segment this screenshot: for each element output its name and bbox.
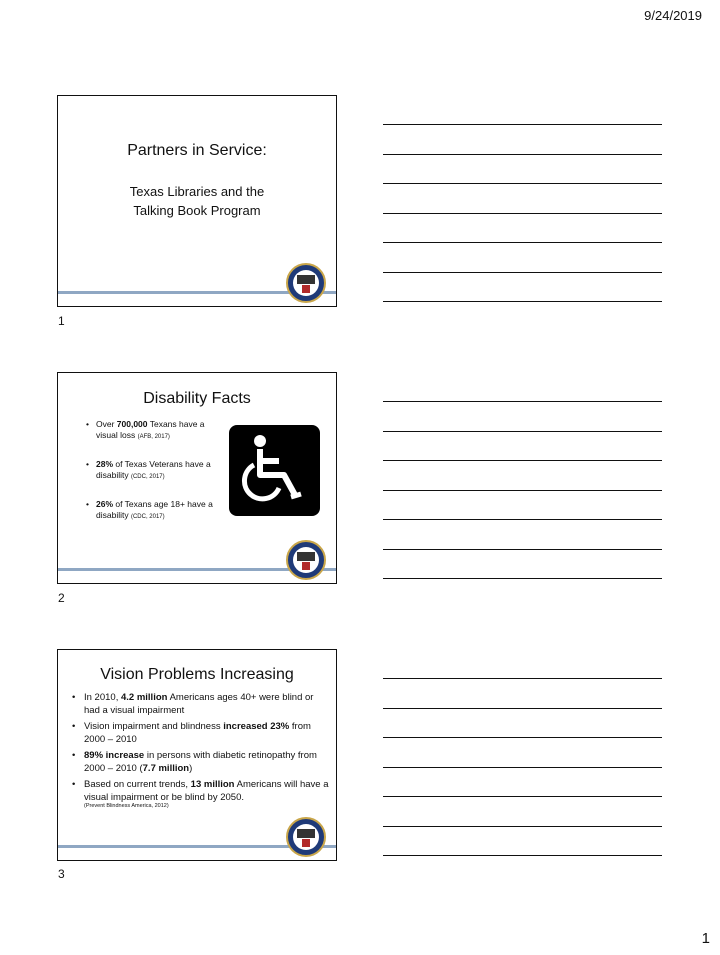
slide-1-subtitle — [58, 182, 336, 220]
note-line — [383, 124, 662, 125]
bullet-item: • In 2010, 4.2 million Americans ages 40+ were blind or had a visual impairment — [72, 691, 330, 717]
page-number: 1 — [701, 930, 710, 947]
note-line — [383, 826, 662, 827]
slide-1-title: Partners in Service: — [127, 142, 267, 159]
note-line — [383, 154, 662, 155]
note-line — [383, 796, 662, 797]
note-line — [383, 578, 662, 579]
library-seal-logo — [286, 263, 326, 303]
slide-1-subtitle-line-1: Texas Libraries and the — [129, 184, 265, 199]
note-line — [383, 519, 662, 520]
slide-3-citation: (Prevent Blindness America, 2012) — [84, 803, 169, 809]
wheelchair-icon — [229, 425, 320, 516]
note-line — [383, 431, 662, 432]
note-line — [383, 678, 662, 679]
slide-2-bullets — [86, 419, 226, 539]
note-line — [383, 301, 662, 302]
note-line — [383, 855, 662, 856]
slide-2 — [57, 372, 337, 584]
bullet-item: • 28% of Texas Veterans have a disability (CDC, 2017) — [86, 459, 226, 483]
note-line — [383, 737, 662, 738]
library-seal-logo — [286, 540, 326, 580]
header-date: 9/24/2019 — [644, 8, 702, 23]
bullet-item: • 89% increase in persons with diabetic retinopathy from 2000 – 2010 (7.7 million) — [72, 749, 330, 775]
slide-2-number: 2 — [58, 591, 65, 605]
slide-2-note-lines — [383, 401, 662, 608]
slide-1-number: 1 — [58, 314, 65, 328]
note-line — [383, 213, 662, 214]
slide-1-subtitle-line-2: Talking Book Program — [133, 203, 261, 218]
note-line — [383, 460, 662, 461]
slide-3-number: 3 — [58, 867, 65, 881]
note-line — [383, 767, 662, 768]
slide-3-title: Vision Problems Increasing — [100, 666, 294, 683]
note-line — [383, 272, 662, 273]
slide-3-bullets — [72, 691, 330, 807]
slide-2-title: Disability Facts — [143, 390, 251, 407]
note-line — [383, 490, 662, 491]
slide-1 — [57, 95, 337, 307]
bullet-item: • 26% of Texans age 18+ have a disability (CDC, 2017) — [86, 499, 226, 523]
note-line — [383, 401, 662, 402]
note-line — [383, 242, 662, 243]
bullet-item: • Based on current trends, 13 million Americans will have a visual impairment or be blind by 2050. — [72, 778, 330, 804]
bullet-item: • Vision impairment and blindness increased 23% from 2000 – 2010 — [72, 720, 330, 746]
slide-1-note-lines — [383, 124, 662, 331]
note-line — [383, 708, 662, 709]
note-line — [383, 183, 662, 184]
slide-3 — [57, 649, 337, 861]
bullet-item: • Over 700,000 Texans have a visual loss (AFB, 2017) — [86, 419, 226, 443]
slide-3-note-lines — [383, 678, 662, 885]
library-seal-logo — [286, 817, 326, 857]
note-line — [383, 549, 662, 550]
